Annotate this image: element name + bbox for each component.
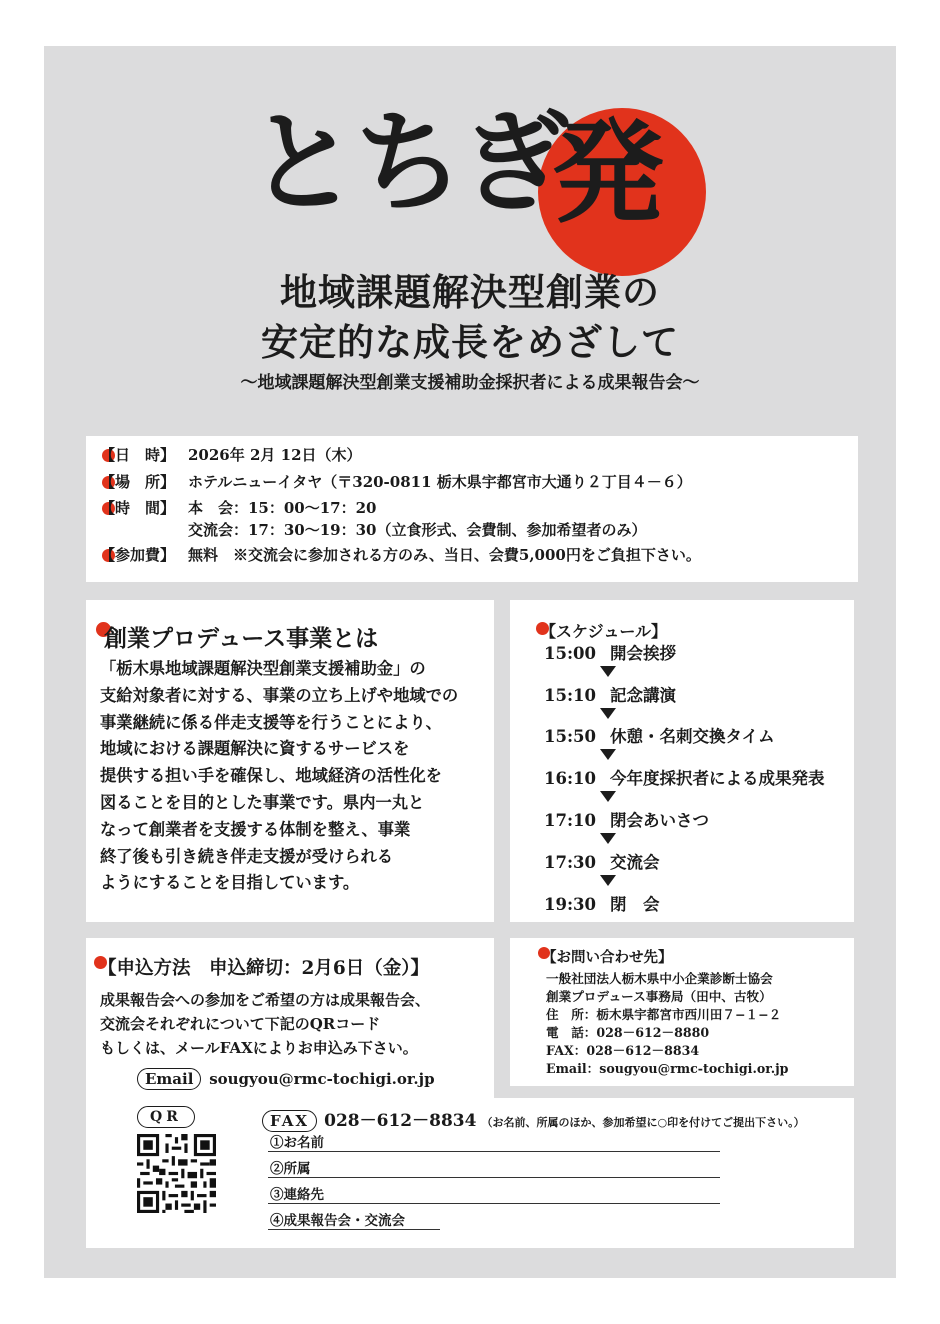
about-body xyxy=(100,656,478,897)
subtitle-line-2: 安定的な成長をめざして xyxy=(261,320,679,364)
apply-line: もしくは、メールFAXによりお申込み下さい。 xyxy=(100,1039,418,1057)
schedule-item xyxy=(544,765,825,789)
schedule-label: 交流会 xyxy=(610,853,660,872)
form-field-attendance[interactable]: ④成果報告会・交流会 xyxy=(268,1209,440,1230)
about-line: 支給対象者に対する、事業の立ち上げや地域での xyxy=(100,685,459,705)
venue-label: 【場 所】 xyxy=(100,473,176,491)
subtitle-line-1: 地域課題解決型創業の xyxy=(280,270,660,314)
schedule-label: 記念講演 xyxy=(610,686,676,705)
apply-line: 交流会それぞれについて下記のQRコード xyxy=(100,1015,381,1033)
info-venue-row xyxy=(100,472,692,492)
info-time-row xyxy=(100,498,377,518)
schedule-label: 休憩・名刺交換タイム xyxy=(610,727,775,746)
about-line: 図ることを目的とした事業です。県内一丸と xyxy=(100,792,425,812)
about-line: 「栃木県地域課題解決型創業支援補助金」の xyxy=(100,659,426,678)
email-row xyxy=(137,1068,435,1090)
contact-phone: 電 話：028－612－8880 xyxy=(546,1025,710,1040)
apply-heading: 【申込方法 申込締切：2月6日（金）】 xyxy=(98,958,429,979)
contact-org: 一般社団法人栃木県中小企業診断士協会 xyxy=(546,971,773,986)
schedule-time: 15:50 xyxy=(544,727,597,746)
tagline: ～地域課題解決型創業支援補助金採択者による成果報告会～ xyxy=(240,373,700,393)
about-line: 事業継続に係る伴走支援等を行うことにより、 xyxy=(100,712,442,732)
schedule-time: 17:30 xyxy=(544,853,597,872)
down-arrow-icon xyxy=(600,875,616,886)
about-line: なって創業者を支援する体制を整え、事業 xyxy=(100,819,411,839)
info-fee-row xyxy=(100,545,701,565)
apply-line: 成果報告会への参加をご希望の方は成果報告会、 xyxy=(100,991,431,1009)
schedule-item xyxy=(544,640,676,664)
down-arrow-icon xyxy=(600,708,616,719)
fee-label: 【参加費】 xyxy=(100,546,176,564)
about-heading: 創業プロデュース事業とは xyxy=(104,625,379,652)
schedule-item xyxy=(544,723,775,747)
schedule-time: 15:10 xyxy=(544,686,597,705)
time-label: 【時 間】 xyxy=(100,499,176,517)
time-value-social: 交流会：17：30～19：30（立食形式、会費制、参加希望者のみ） xyxy=(188,521,647,539)
time-value-main: 本 会：15：00～17：20 xyxy=(188,499,377,517)
schedule-time: 17:10 xyxy=(544,811,597,830)
about-line: ようにすることを目指しています。 xyxy=(100,873,360,893)
title-hatsu: 発 xyxy=(552,108,664,239)
qr-tag: QR xyxy=(137,1106,195,1128)
contact-email: Email：sougyou@rmc-tochigi.or.jp xyxy=(546,1061,789,1076)
form-field-name[interactable]: ①お名前 xyxy=(268,1131,720,1152)
down-arrow-icon xyxy=(600,666,616,677)
venue-value: ホテルニューイタヤ（〒320-0811 栃木県宇都宮市大通り２丁目４－６） xyxy=(188,473,692,491)
about-line: 終了後も引き続き伴走支援が受けられる xyxy=(100,846,394,866)
email-tag: Email xyxy=(137,1068,201,1090)
schedule-label: 開会挨拶 xyxy=(610,644,676,663)
apply-body xyxy=(100,988,430,1060)
fax-tag: FAX xyxy=(262,1110,317,1132)
schedule-time: 16:10 xyxy=(544,769,597,788)
fee-value: 無料 ※交流会に参加される方のみ、当日、会費5,000円をご負担下さい。 xyxy=(188,546,701,564)
down-arrow-icon xyxy=(600,749,616,760)
info-date-row xyxy=(100,445,362,465)
schedule-item xyxy=(544,849,660,873)
schedule-label: 今年度採択者による成果発表 xyxy=(610,769,825,788)
down-arrow-icon xyxy=(600,833,616,844)
contact-address: 住 所：栃木県宇都宮市西川田７−１−２ xyxy=(546,1007,782,1022)
down-arrow-icon xyxy=(600,791,616,802)
schedule-time: 15:00 xyxy=(544,644,597,663)
email-address[interactable]: sougyou@rmc-tochigi.or.jp xyxy=(209,1070,435,1088)
fax-row xyxy=(262,1106,805,1132)
schedule-heading: 【スケジュール】 xyxy=(540,622,668,641)
fax-number[interactable]: 028－612－8834 xyxy=(324,1111,477,1131)
qr-code-icon[interactable] xyxy=(137,1134,216,1213)
fax-note: （お名前、所属のほか、参加希望に○印を付けてご提出下さい。） xyxy=(481,1116,805,1129)
title-tochigi: とちぎ xyxy=(248,98,566,227)
about-line: 提供する担い手を確保し、地域経済の活性化を xyxy=(100,766,442,786)
schedule-label: 閉 会 xyxy=(610,895,660,914)
date-label: 【日 時】 xyxy=(100,446,176,464)
schedule-time: 19:30 xyxy=(544,895,597,914)
contact-body xyxy=(546,970,788,1078)
schedule-item xyxy=(544,682,676,706)
date-value: 2026年 2月 12日（木） xyxy=(188,446,362,464)
form-field-affiliation[interactable]: ②所属 xyxy=(268,1157,720,1178)
schedule-item xyxy=(544,807,709,831)
contact-office: 創業プロデュース事務局（田中、古牧） xyxy=(546,989,772,1004)
schedule-label: 閉会あいさつ xyxy=(610,811,709,830)
qr-tag-row xyxy=(137,1106,195,1128)
form-field-contact[interactable]: ③連絡先 xyxy=(268,1183,720,1204)
contact-heading: 【お問い合わせ先】 xyxy=(542,949,673,966)
contact-fax: FAX：028－612－8834 xyxy=(546,1043,700,1058)
schedule-item xyxy=(544,891,660,915)
about-line: 地域における課題解決に資するサービスを xyxy=(100,739,410,759)
